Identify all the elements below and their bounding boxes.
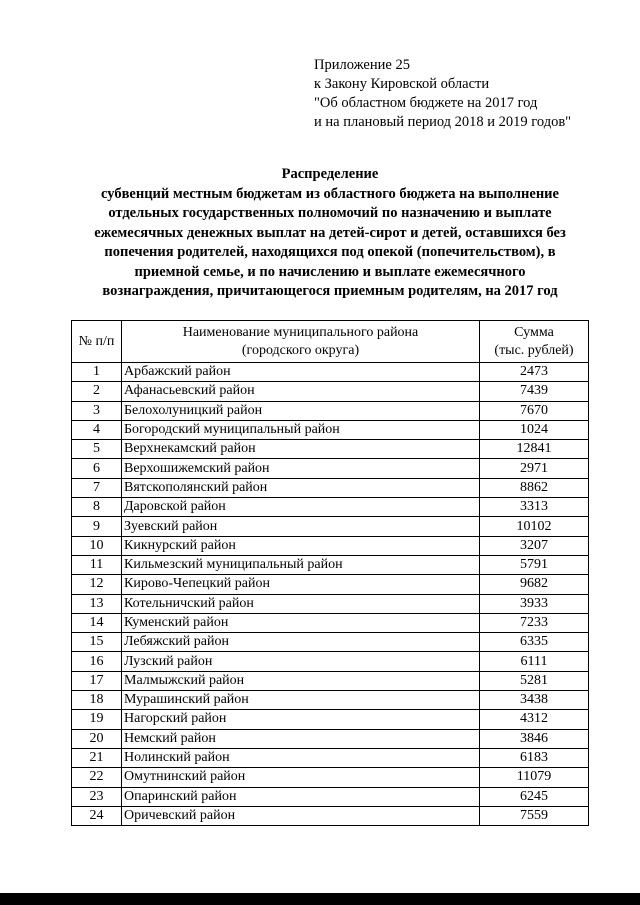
row-district-name: Верхнекамский район: [122, 440, 480, 459]
row-district-name: Богородский муниципальный район: [122, 420, 480, 439]
row-sum: 3933: [480, 594, 589, 613]
heading-line: вознаграждения, причитающегося приемным родителям, на 2017 год: [102, 283, 558, 299]
header-num-label: № п/п: [78, 333, 115, 349]
row-district-name: Зуевский район: [122, 517, 480, 536]
row-sum: 2971: [480, 459, 589, 478]
row-district-name: Лебяжский район: [122, 633, 480, 652]
table-row: [72, 555, 589, 574]
row-number: 8: [72, 498, 122, 517]
row-district-name: Куменский район: [122, 613, 480, 632]
heading-line: субвенций местным бюджетам из областного бюджета на выполнение: [101, 185, 559, 202]
row-sum: 2473: [480, 363, 589, 382]
row-number: 18: [72, 691, 122, 710]
header-sum-line: (тыс. рублей): [494, 342, 574, 358]
table-row: [72, 536, 589, 555]
row-district-name: Белохолуницкий район: [122, 401, 480, 420]
row-district-name: Афанасьевский район: [122, 382, 480, 401]
row-district-name: Немский район: [122, 729, 480, 748]
row-district-name: Опаринский район: [122, 787, 480, 806]
row-sum: 7670: [480, 401, 589, 420]
row-sum: 3438: [480, 691, 589, 710]
row-district-name: Вятскополянский район: [122, 478, 480, 497]
row-district-name: Верхошижемский район: [122, 459, 480, 478]
table-row: [72, 401, 589, 420]
row-sum: 1024: [480, 420, 589, 439]
table-row: [72, 613, 589, 632]
header-sum-line: Сумма: [514, 324, 554, 340]
row-sum: 11079: [480, 768, 589, 787]
row-district-name: Нагорский район: [122, 710, 480, 729]
appendix-block: [314, 56, 614, 132]
table-row: [72, 633, 589, 652]
row-number: 4: [72, 420, 122, 439]
row-district-name: Малмыжский район: [122, 671, 480, 690]
row-sum: 7233: [480, 613, 589, 632]
row-district-name: Оричевский район: [122, 806, 480, 825]
table-row: [72, 710, 589, 729]
row-number: 9: [72, 517, 122, 536]
header-name-line: (городского округа): [241, 342, 360, 358]
row-district-name: Нолинский район: [122, 748, 480, 767]
table-row: [72, 517, 589, 536]
table-row: [72, 652, 589, 671]
table-row: [72, 787, 589, 806]
row-sum: 10102: [480, 517, 589, 536]
row-district-name: Кильмезский муниципальный район: [122, 555, 480, 574]
header-num: [72, 321, 122, 363]
row-district-name: Мурашинский район: [122, 691, 480, 710]
row-sum: 3846: [480, 729, 589, 748]
row-sum: 6183: [480, 748, 589, 767]
row-sum: 6335: [480, 633, 589, 652]
row-number: 3: [72, 401, 122, 420]
table-row: [72, 478, 589, 497]
row-district-name: Кирово-Чепецкий район: [122, 575, 480, 594]
row-number: 6: [72, 459, 122, 478]
table-header-row: [72, 321, 589, 363]
row-district-name: Лузский район: [122, 652, 480, 671]
table-row: [72, 671, 589, 690]
row-number: 10: [72, 536, 122, 555]
row-number: 11: [72, 555, 122, 574]
table-row: [72, 748, 589, 767]
header-sum: [480, 321, 589, 363]
row-number: 5: [72, 440, 122, 459]
table-body: [72, 363, 589, 826]
row-district-name: Даровской район: [122, 498, 480, 517]
appendix-line: "Об областном бюджете на 2017 год: [314, 95, 538, 111]
table-row: [72, 440, 589, 459]
row-district-name: Омутнинский район: [122, 768, 480, 787]
heading-line: отдельных государственных полномочий по назначению и выплате: [108, 205, 552, 221]
table-row: [72, 575, 589, 594]
table-row: [72, 382, 589, 401]
table-row: [72, 594, 589, 613]
row-number: 16: [72, 652, 122, 671]
row-sum: 5791: [480, 555, 589, 574]
row-sum: 9682: [480, 575, 589, 594]
header-name-line: Наименование муниципального района: [182, 324, 419, 340]
row-sum: 5281: [480, 671, 589, 690]
row-district-name: Котельничский район: [122, 594, 480, 613]
distribution-table: [71, 320, 589, 826]
table-row: [72, 691, 589, 710]
row-number: 15: [72, 633, 122, 652]
document-heading: [40, 165, 620, 302]
table-row: [72, 459, 589, 478]
row-sum: 6111: [480, 652, 589, 671]
row-number: 21: [72, 748, 122, 767]
row-sum: 7559: [480, 806, 589, 825]
header-name: [122, 321, 480, 363]
row-sum: 7439: [480, 382, 589, 401]
row-district-name: Арбажский район: [122, 363, 480, 382]
appendix-line: Приложение 25: [314, 57, 410, 73]
row-number: 12: [72, 575, 122, 594]
table-row: [72, 420, 589, 439]
scan-border: [0, 893, 640, 905]
row-number: 17: [72, 671, 122, 690]
row-sum: 6245: [480, 787, 589, 806]
row-number: 2: [72, 382, 122, 401]
heading-line: приемной семье, и по начислению и выплате ежемесячного: [134, 263, 526, 280]
row-number: 24: [72, 806, 122, 825]
table-row: [72, 363, 589, 382]
row-number: 19: [72, 710, 122, 729]
row-number: 14: [72, 613, 122, 632]
heading-line: ежемесячных денежных выплат на детей-сирот и детей, оставшихся без: [94, 224, 566, 241]
row-sum: 4312: [480, 710, 589, 729]
row-sum: 8862: [480, 478, 589, 497]
row-number: 1: [72, 363, 122, 382]
row-sum: 3207: [480, 536, 589, 555]
row-sum: 12841: [480, 440, 589, 459]
heading-line: попечения родителей, находящихся под опекой (попечительством), в: [104, 244, 556, 260]
appendix-line: и на плановый период 2018 и 2019 годов": [314, 114, 572, 130]
row-number: 20: [72, 729, 122, 748]
row-district-name: Кикнурский район: [122, 536, 480, 555]
table-row: [72, 498, 589, 517]
table-row: [72, 729, 589, 748]
row-number: 13: [72, 594, 122, 613]
row-number: 7: [72, 478, 122, 497]
appendix-line: к Закону Кировской области: [314, 76, 490, 92]
table-row: [72, 768, 589, 787]
row-number: 23: [72, 787, 122, 806]
document-title: Распределение: [281, 166, 379, 182]
row-number: 22: [72, 768, 122, 787]
table-row: [72, 806, 589, 825]
row-sum: 3313: [480, 498, 589, 517]
